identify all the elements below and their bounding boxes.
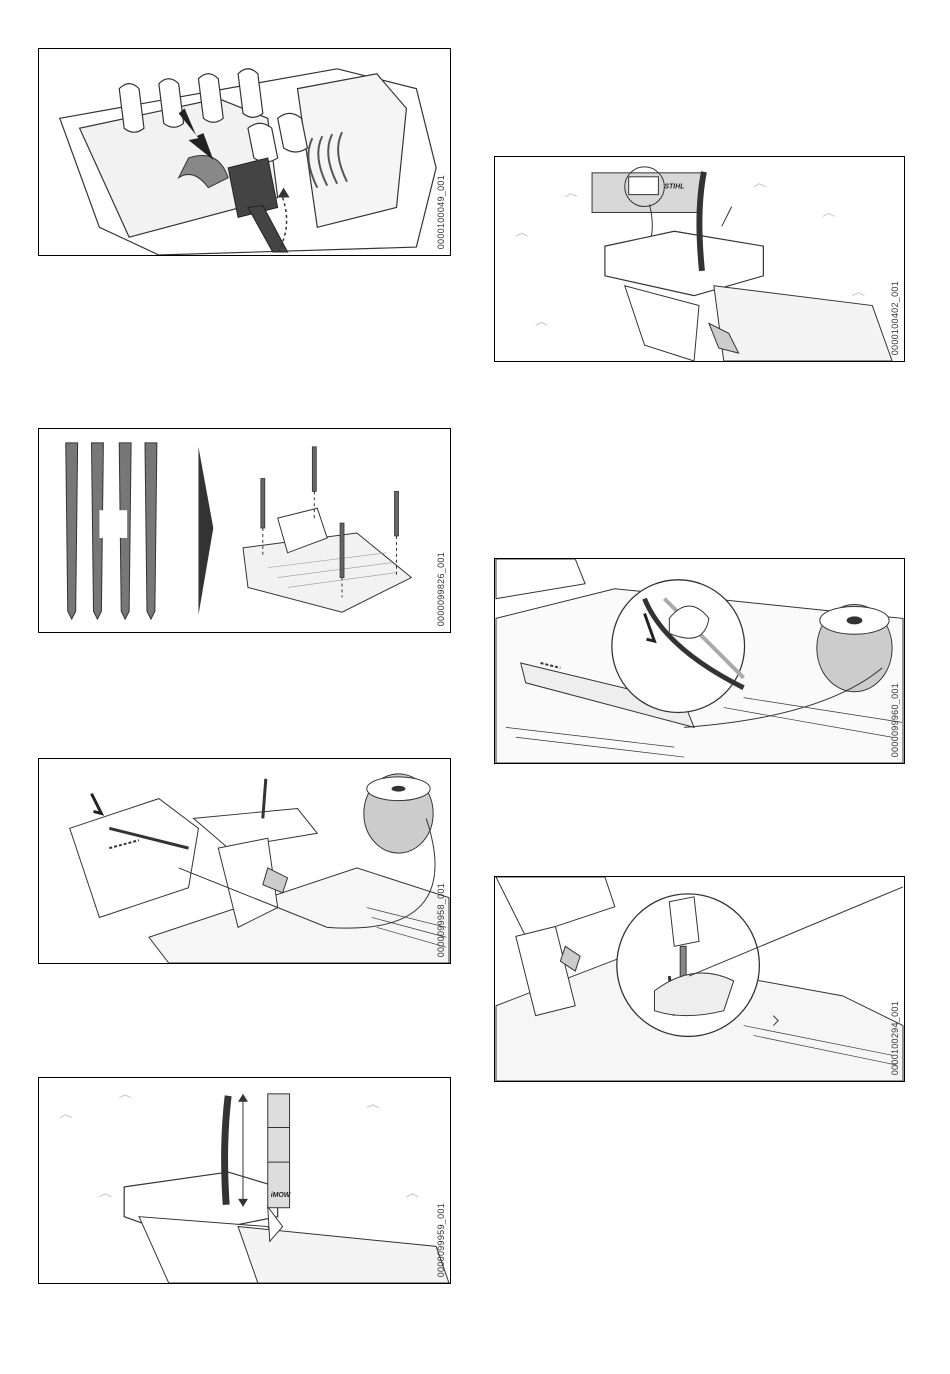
brand-label: STIHL — [664, 183, 685, 191]
figure-wire-routing — [38, 758, 451, 964]
wire-routing-illustration — [39, 759, 450, 963]
measure-cable-illustration — [39, 1078, 450, 1283]
pegs-illustration — [39, 429, 450, 632]
figure-code: 0000099958_001 — [436, 882, 446, 957]
docking-station-label-illustration — [495, 157, 904, 361]
figure-measure-cable — [38, 1077, 451, 1284]
figure-code: 0000100049_001 — [436, 174, 446, 249]
figure-cable-clamp — [38, 48, 451, 256]
figure-pegs — [38, 428, 451, 633]
figure-docking-station-label — [494, 156, 905, 362]
figure-hammer-peg — [494, 876, 905, 1082]
cable-clamp-illustration — [39, 49, 450, 255]
figure-code: 0000099960_001 — [890, 682, 900, 757]
figure-code: 0000099826_001 — [436, 551, 446, 626]
figure-wire-channel — [494, 558, 905, 764]
figure-code: 0000100294_001 — [890, 1000, 900, 1075]
figure-code: 0000099959_001 — [436, 1202, 446, 1277]
hammer-peg-illustration — [495, 877, 904, 1081]
figure-code: 0000100402_001 — [890, 280, 900, 355]
wire-channel-illustration — [495, 559, 904, 763]
ruler-label: iMOW — [270, 1191, 291, 1199]
